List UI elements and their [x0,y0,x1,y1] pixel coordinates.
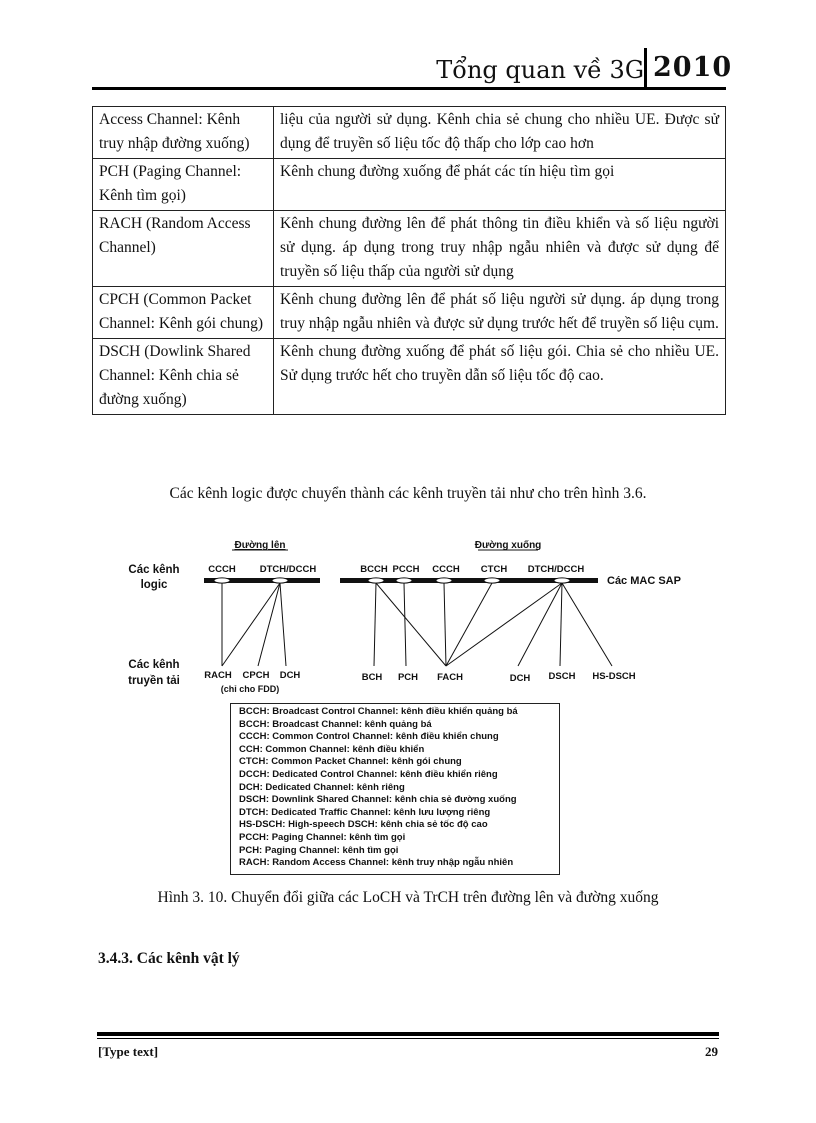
legend-item: DSCH: Downlink Shared Channel: kênh chia sẻ đường xuống [239,794,517,806]
legend-item: PCH: Paging Channel: kênh tìm gọi [239,844,399,856]
legend-item: BCCH: Broadcast Control Channel: kênh điều khiển quảng bá [239,706,518,717]
mapping-line [376,583,446,666]
channel-description: Kênh chung đường xuống để phát số liệu gói. Chia sẻ cho nhiều UE. Sử dụng trước hết cho truyền dẫn số liệu tốc độ cao. [274,339,726,415]
legend-item: RACH: Random Access Channel: kênh truy nhập ngẫu nhiên [239,857,514,869]
legend-item: CTCH: Common Packet Channel: kênh gói chung [239,756,462,768]
legend-item: CCH: Common Channel: kênh điều khiển [239,743,425,755]
transport-channel-label: CPCH [242,670,270,681]
uplink-label: Đường lên [234,540,286,551]
mapping-line [258,583,280,666]
mapping-line [444,583,446,666]
mapping-line [374,583,376,666]
channel-description: liệu của người sử dụng. Kênh chia sẻ chung cho nhiều UE. Được sử dụng để truyền số liệu tốc độ thấp cho lớp cao hơn [274,107,726,159]
channel-description: Kênh chung đường xuống để phát các tín hiệu tìm gọi [274,159,726,211]
transport-channel-label: FACH [437,672,463,683]
transport-channel-label: BCH [361,672,383,683]
figure-legend [230,703,560,875]
mapping-line [446,583,492,666]
transport-channel-label: DSCH [548,671,576,682]
logic-channel-label: DTCH/DCCH [527,564,585,575]
header-title: Tổng quan về 3G [436,56,644,84]
mapping-line [404,583,406,666]
section-heading: 3.4.3. Các kênh vật lý [98,950,240,967]
sap-point [554,578,570,583]
sap-point [214,578,230,583]
transport-channel-label: DCH [279,670,301,681]
mapping-line [222,583,280,666]
logic-channel-label: CCCH [208,564,236,575]
mapping-line [518,583,562,666]
logic-channel-label: CTCH [480,564,508,575]
legend-item: DCCH: Dedicated Control Channel: kênh điều khiển riêng [239,768,498,780]
legend-item: CCCH: Common Control Channel: kênh điều khiển chung [239,731,499,743]
transport-channel-label: HS-DSCH [592,671,636,682]
footer-rule-thick [97,1032,719,1036]
transport-label-line1: Các kênh [128,659,180,671]
channel-name: RACH (Random Access Channel) [93,211,274,287]
logic-label-line1: Các kênh [128,564,180,576]
downlink-label: Đường xuống [474,540,542,551]
figure-caption: Hình 3. 10. Chuyển đổi giữa các LoCH và TrCH trên đường lên và đường xuống [157,889,659,906]
mapping-line [280,583,286,666]
mapping-line [562,583,612,666]
logic-channel-label: PCCH [392,564,420,575]
intro-paragraph: Các kênh logic được chuyển thành các kênh truyền tải như cho trên hình 3.6. [169,485,647,502]
channel-mapping-diagram [100,528,710,698]
table-row [93,211,726,287]
sap-point [272,578,288,583]
sap-point [396,578,412,583]
table-row [93,339,726,415]
legend-item: BCCH: Broadcast Channel: kênh quảng bá [239,718,432,730]
mapping-line [560,583,562,666]
channel-description: Kênh chung đường lên để phát thông tin điều khiển và số liệu người sử dụng. áp dụng trong truy nhập ngẫu nhiên và được sử dụng để truyền số liệu thấp của người sử dụng [274,211,726,287]
legend-item: PCCH: Paging Channel: kênh tìm gọi [239,831,406,843]
logic-channel-label: BCCH [360,564,388,575]
sap-point [436,578,452,583]
legend-item: HS-DSCH: High-speech DSCH: kênh chia sẻ tốc độ cao [239,819,488,831]
header-divider [644,48,647,88]
table-row [93,159,726,211]
mapping-line [446,583,562,666]
channel-name: DSCH (Dowlink Shared Channel: Kênh chia sẻ đường xuống) [93,339,274,415]
logic-channel-label: DTCH/DCCH [259,564,317,575]
channel-name: PCH (Paging Channel: Kênh tìm gọi) [93,159,274,211]
transport-channel-label: RACH [204,670,232,681]
page-number: 29 [705,1044,718,1059]
channel-name: CPCH (Common Packet Channel: Kênh gói chung) [93,287,274,339]
logic-label-line2: logic [140,579,168,591]
mac-sap-label: Các MAC SAP [607,575,681,587]
fdd-note: (chỉ cho FDD) [220,684,280,694]
legend-item: DTCH: Dedicated Traffic Channel: kênh lưu lượng riêng [239,806,491,818]
sap-point [484,578,500,583]
footer-rule-thin [97,1038,719,1039]
footer-placeholder-text: [Type text] [98,1044,159,1059]
table-row [93,287,726,339]
table-row [93,107,726,159]
sap-point [368,578,384,583]
channel-description: Kênh chung đường lên để phát số liệu người sử dụng. áp dụng trong truy nhập ngẫu nhiên và được sử dụng trước hết để truyền số liệu cụm. [274,287,726,339]
header-year: 2010 [653,52,733,83]
transport-channel-label: PCH [397,672,419,683]
transport-channel-label: DCH [509,673,531,684]
logic-channel-label: CCCH [432,564,460,575]
transport-label-line2: truyền tải [128,675,180,687]
channel-name: Access Channel: Kênh truy nhập đường xuống) [93,107,274,159]
legend-item: DCH: Dedicated Channel: kênh riêng [239,781,405,793]
header-rule [92,87,726,90]
channel-table [92,106,726,415]
